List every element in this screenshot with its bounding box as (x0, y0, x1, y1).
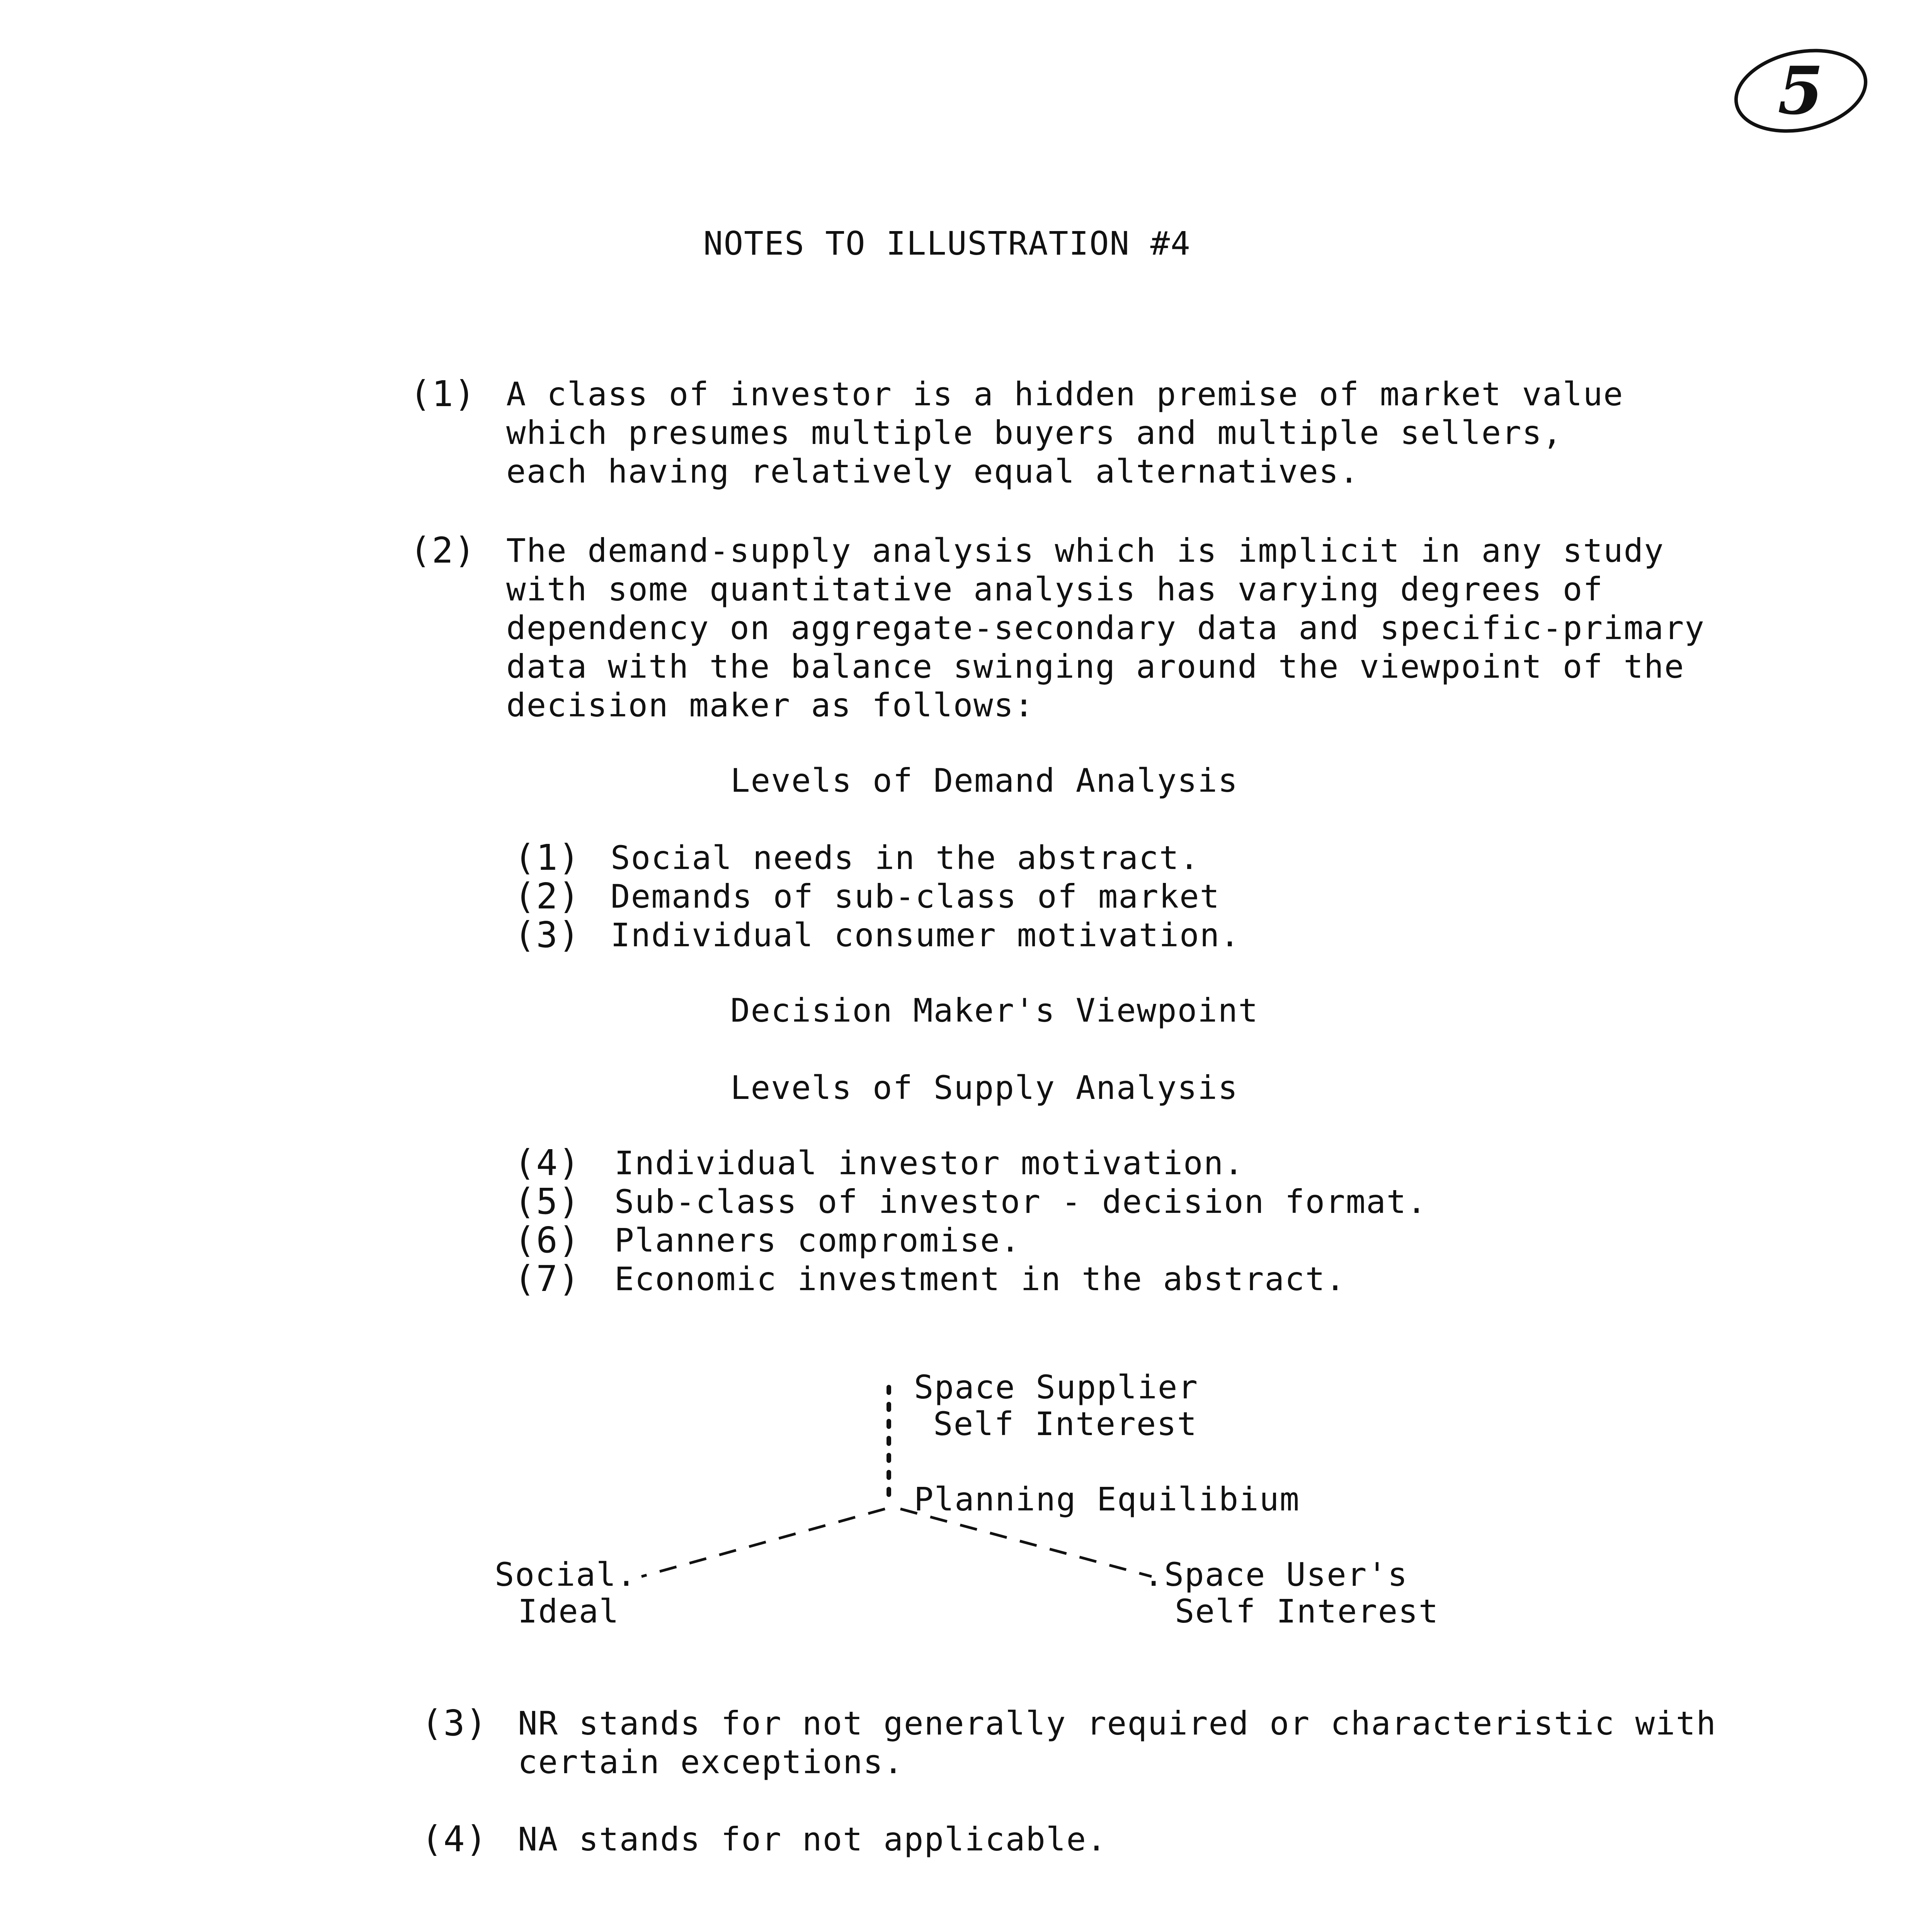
demand-item-num: (3) (514, 914, 581, 956)
diagram-left-label: Ideal (518, 1592, 619, 1630)
diagram-top-label: Self Interest (933, 1405, 1198, 1443)
note-2-line: dependency on aggregate-secondary data and specific-primary (506, 609, 1705, 647)
note-4-label: (4) (421, 1818, 488, 1860)
note-2-line: The demand-supply analysis which is implicit in any study (506, 532, 1664, 570)
supply-item-text: Sub-class of investor - decision format. (614, 1183, 1427, 1221)
supply-item-num: (4) (514, 1142, 581, 1184)
diagram-left-dashed-line (642, 1509, 885, 1577)
diagram-center-label: Planning Equilibium (914, 1480, 1300, 1518)
note-2-line: with some quantitative analysis has varying degrees of (506, 570, 1603, 608)
supply-item-num: (7) (514, 1258, 581, 1299)
note-2-label: (2) (410, 530, 476, 571)
note-2-line: data with the balance swinging around the viewpoint of the (506, 648, 1685, 685)
note-1-line: which presumes multiple buyers and multiple sellers, (506, 414, 1563, 452)
note-3-body (518, 1704, 1717, 1781)
note-1-line: A class of investor is a hidden premise of market value (506, 375, 1624, 413)
note-1-line: each having relatively equal alternatives. (506, 452, 1360, 490)
supply-item-num: (6) (514, 1219, 581, 1261)
note-4-body (518, 1820, 1107, 1859)
note-3-line: certain exceptions. (518, 1743, 904, 1781)
diagram-right-dashed-line (900, 1509, 1152, 1577)
note-1-label: (1) (410, 373, 476, 415)
diagram-right-label: .Space User's (1144, 1556, 1408, 1594)
demand-item-text: Social needs in the abstract. (611, 839, 1200, 877)
note-4-line: NA stands for not applicable. (518, 1820, 1107, 1858)
demand-item-num: (2) (514, 876, 581, 917)
demand-heading: Levels of Demand Analysis (730, 762, 1239, 799)
note-2-line: decision maker as follows: (506, 686, 1035, 724)
supply-heading: Levels of Supply Analysis (730, 1069, 1239, 1107)
supply-item-num: (5) (514, 1181, 581, 1222)
diagram-right-label: Self Interest (1175, 1592, 1439, 1630)
diagram-top-label: Space Supplier (914, 1368, 1199, 1406)
page-title: NOTES TO ILLUSTRATION #4 (703, 224, 1191, 262)
supply-item-text: Individual investor motivation. (614, 1144, 1244, 1182)
page-number: 5 (1778, 52, 1824, 129)
diagram-left-label: Social. (495, 1556, 637, 1594)
note-3-line: NR stands for not generally required or characteristic with (518, 1704, 1717, 1742)
supply-item-text: Economic investment in the abstract. (614, 1260, 1346, 1298)
demand-item-text: Individual consumer motivation. (611, 916, 1240, 954)
demand-item-text: Demands of sub-class of market (611, 878, 1220, 915)
supply-item-text: Planners compromise. (614, 1221, 1021, 1259)
note-3-label: (3) (421, 1702, 488, 1744)
viewpoint-heading: Decision Maker's Viewpoint (730, 992, 1259, 1029)
demand-item-num: (1) (514, 837, 581, 878)
